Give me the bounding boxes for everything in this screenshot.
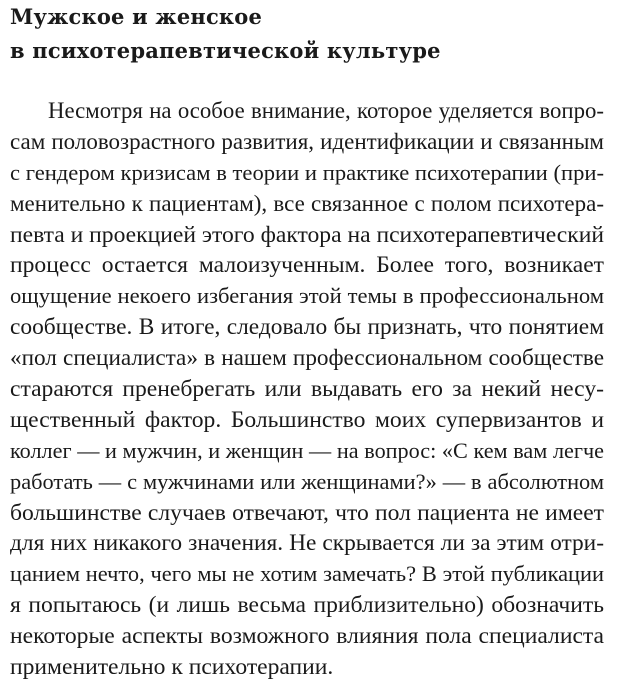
paragraph-line: применительно к психотерапии. <box>10 654 334 681</box>
paragraph-line: стараются пренебрегать или выдавать его за некий несу- <box>10 376 604 403</box>
paragraph-line: сам половозрастного развития, идентификации и связанным <box>10 128 604 154</box>
paragraph-line: я попытаюсь (и лишь весьма приблизительно) обозначить <box>10 592 604 619</box>
paragraph-line: щественный фактор. Большинство моих супервизантов и <box>10 406 604 433</box>
paragraph-line: большинстве случаев отвечают, что пол пациента не имеет <box>10 499 604 526</box>
paragraph-line: Несмотря на особое внимание, которое уделяется вопро- <box>48 98 604 123</box>
paragraph-line: ощущение некоего избегания этой темы в профессиональном <box>10 283 604 309</box>
heading-line-2: в психотерапевтической культуре <box>10 38 441 63</box>
paragraph-line: певта и проекцией этого фактора на психотерапевтический <box>10 221 604 248</box>
section-heading <box>10 0 604 68</box>
paragraph-line: цанием нечто, чего мы не хотим замечать? В этой публикации <box>10 561 604 587</box>
paragraph-line: процесс остается малоизученным. Более того, возникает <box>10 252 604 279</box>
paragraph-line: «пол специалиста» в нашем профессиональном сообществе <box>10 345 604 372</box>
paragraph-line: менительно к пациентам), все связанное с полом психотера- <box>10 190 604 216</box>
paragraph-line: некоторые аспекты возможного влияния пола специалиста <box>10 623 604 650</box>
paragraph-line: для них никакого значения. Не скрывается ли за этим отри- <box>10 530 604 557</box>
body-paragraph <box>10 96 604 683</box>
paragraph-line: коллег — и мужчин, и женщин — на вопрос: «С кем вам легче <box>10 437 604 463</box>
paragraph-line: сообществе. В итоге, следовало бы признать, что понятием <box>10 314 604 341</box>
paragraph-line: с гендером кризисам в теории и практике психотерапии (при- <box>10 159 604 185</box>
heading-line-1: Мужское и женское <box>10 4 263 29</box>
paragraph-line: работать — с мужчинами или женщинами?» — в абсолютном <box>10 468 604 494</box>
